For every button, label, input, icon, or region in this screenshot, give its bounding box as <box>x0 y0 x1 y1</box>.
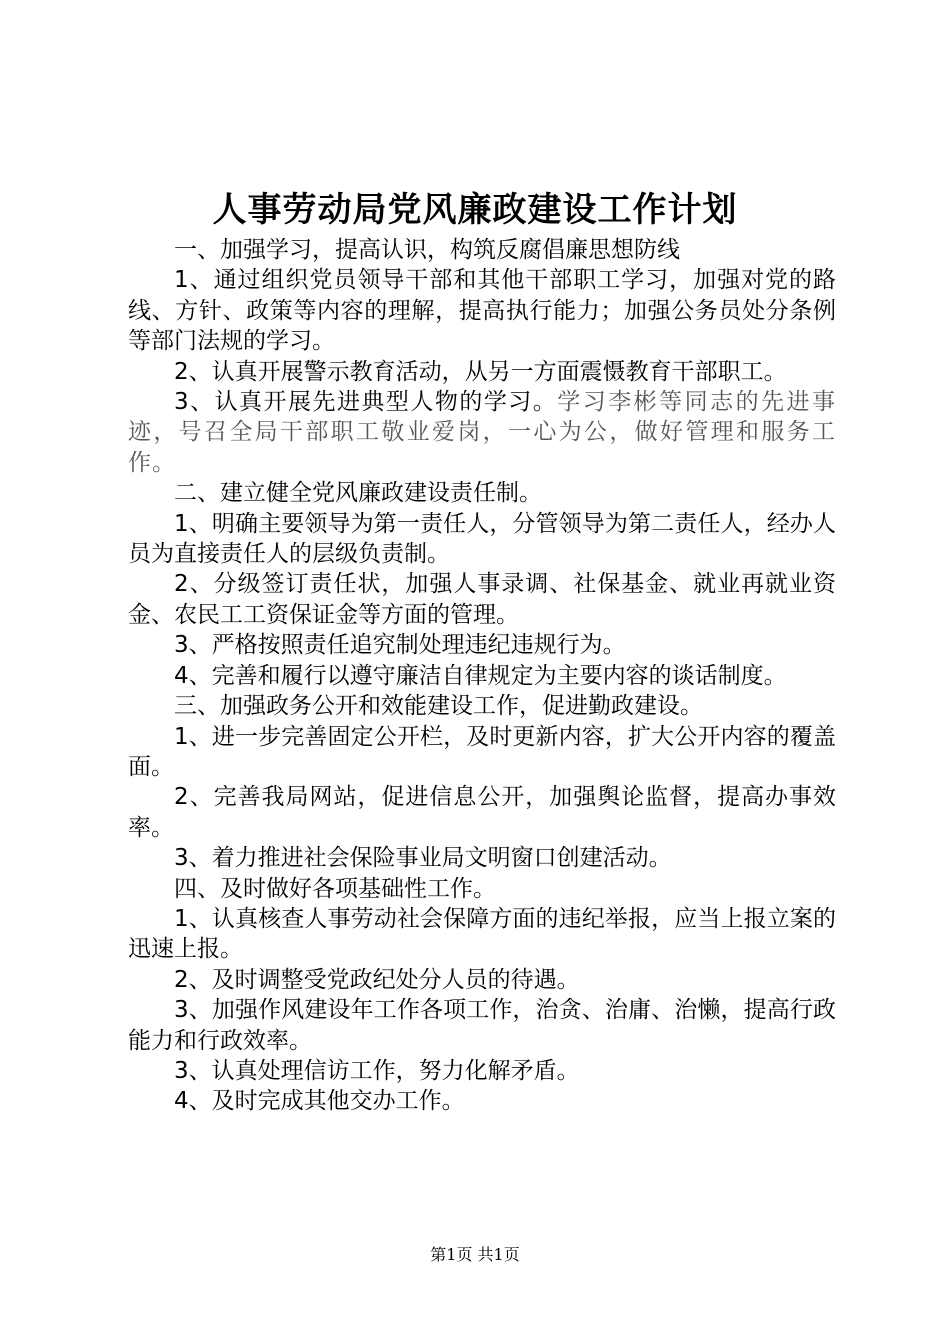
section-heading-1: 一、加强学习，提高认识，构筑反腐倡廉思想防线 <box>174 237 680 263</box>
paragraph: 2、完善我局网站，促进信息公开，加强舆论监督，提高办事效率。 <box>128 784 836 841</box>
paragraph: 3、认真处理信访工作，努力化解矛盾。 <box>174 1057 580 1084</box>
paragraph: 4、及时完成其他交办工作。 <box>174 1088 465 1115</box>
section-heading-3: 三、加强政务公开和效能建设工作，促进勤政建设。 <box>174 693 703 720</box>
document-title: 人事劳动局党风廉政建设工作计划 <box>212 190 738 230</box>
section-heading-2: 二、建立健全党风廉政建设责任制。 <box>174 480 542 507</box>
paragraph: 4、完善和履行以遵守廉洁自律规定为主要内容的谈话制度。 <box>174 662 787 689</box>
paragraph: 1、认真核查人事劳动社会保障方面的违纪举报，应当上报立案的迅速上报。 <box>128 905 836 963</box>
paragraph: 2、认真开展警示教育活动，从另一方面震慑教育干部职工。 <box>174 358 787 385</box>
page-footer: 第1页 共1页 <box>430 1245 520 1264</box>
paragraph: 1、通过组织党员领导干部和其他干部职工学习，加强对党的路线、方针、政策等内容的理解，提高执行能力；加强公务员处分条例等部门法规的学习。 <box>128 267 836 355</box>
document-body <box>128 235 836 1117</box>
paragraph: 2、及时调整受党政纪处分人员的待遇。 <box>174 966 580 993</box>
paragraph: 1、进一步完善固定公开栏，及时更新内容，扩大公开内容的覆盖面。 <box>128 723 836 780</box>
paragraph: 3、严格按照责任追究制处理违纪违规行为。 <box>174 632 626 659</box>
paragraph: 1、明确主要领导为第一责任人，分管领导为第二责任人，经办人员为直接责任人的层级负责制。 <box>128 510 836 568</box>
paragraph: 3、认真开展先进典型人物的学习。学习李彬等同志的先进事迹，号召全局干部职工敬业爱岗，一心为公，做好管理和服务工作。 <box>128 389 837 476</box>
paragraph: 2、分级签订责任状，加强人事录调、社保基金、就业再就业资金、农民工工资保证金等方面的管理。 <box>128 571 836 628</box>
paragraph: 3、加强作风建设年工作各项工作，治贪、治庸、治懒，提高行政能力和行政效率。 <box>128 997 836 1054</box>
gray-text-span: 学习李彬等同志的先进事迹，号召全局干部职工敬业爱岗，一心为公，做好管理和服务工作。 <box>128 389 837 476</box>
paragraph: 3、着力推进社会保险事业局文明窗口创建活动。 <box>174 845 672 872</box>
section-heading-4: 四、及时做好各项基础性工作。 <box>174 875 496 902</box>
